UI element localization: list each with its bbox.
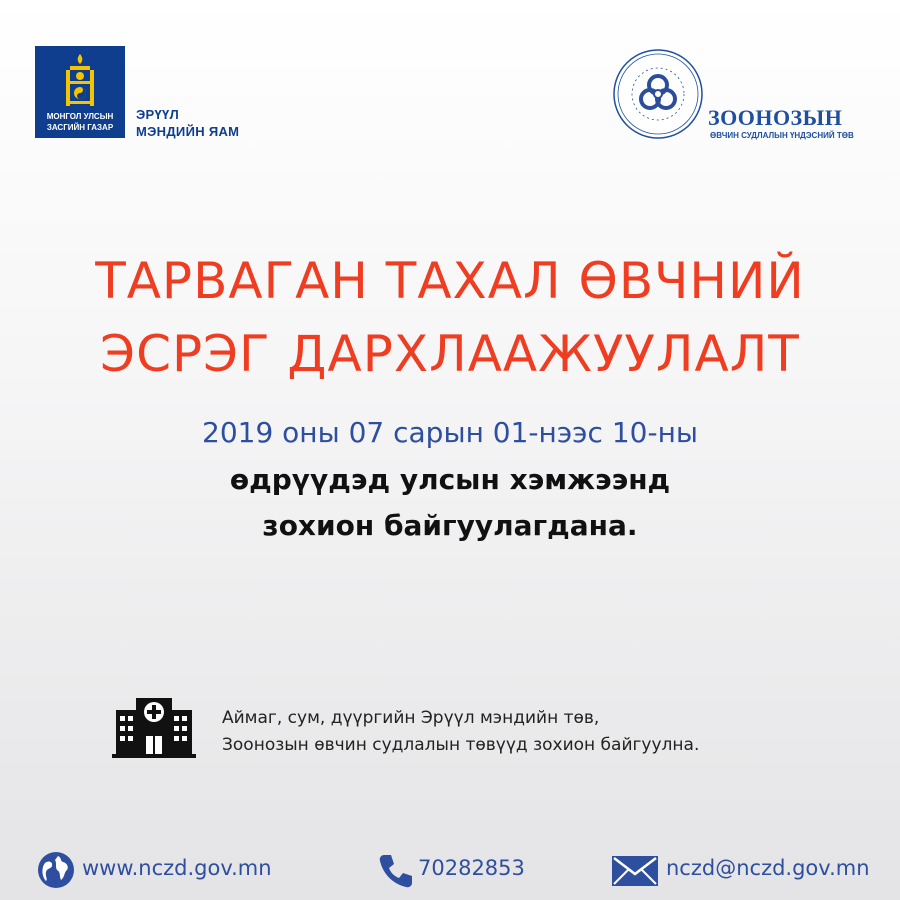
details-line3: зохион байгуулагдана. <box>262 509 638 542</box>
ministry-name-line2: МЭНДИЙН ЯАМ <box>136 124 240 139</box>
website-link[interactable]: www.nczd.gov.mn <box>82 856 272 880</box>
ministry-logo <box>35 46 125 138</box>
logo-text-line1: МОНГОЛ УЛСЫН <box>46 112 114 121</box>
details-line2: өдрүүдэд улсын хэмжээнд <box>229 463 671 496</box>
globe-icon <box>36 850 76 890</box>
hospital-icon <box>112 692 196 758</box>
soyombo-emblem-icon <box>35 50 125 110</box>
phone-number[interactable]: 70282853 <box>418 856 525 880</box>
campaign-dates: 2019 оны 07 сарын 01-нээс 10-ны <box>202 416 698 449</box>
headline-line2: ЭСРЭГ ДАРХЛААЖУУЛАЛТ <box>100 325 800 383</box>
phone-icon <box>376 851 416 891</box>
headline-line1: ТАРВАГАН ТАХАЛ ӨВЧНИЙ <box>95 252 805 310</box>
envelope-icon <box>610 850 660 890</box>
center-name: ЗООНОЗЫН <box>708 105 843 130</box>
logo-text-line2: ЗАСГИЙН ГАЗАР <box>46 123 114 132</box>
biohazard-seal-icon <box>612 48 704 140</box>
note-line1: Аймаг, сум, дүүргийн Эрүүл мэндийн төв, <box>222 708 600 728</box>
email-link[interactable]: nczd@nczd.gov.mn <box>666 856 870 880</box>
note-line2: Зоонозын өвчин судлалын төвүүд зохион байгуулна. <box>222 735 700 755</box>
center-subtitle: ӨВЧИН СУДЛАЛЫН ҮНДЭСНИЙ ТӨВ <box>710 131 854 140</box>
ministry-name-line1: ЭРҮҮЛ <box>136 107 180 122</box>
